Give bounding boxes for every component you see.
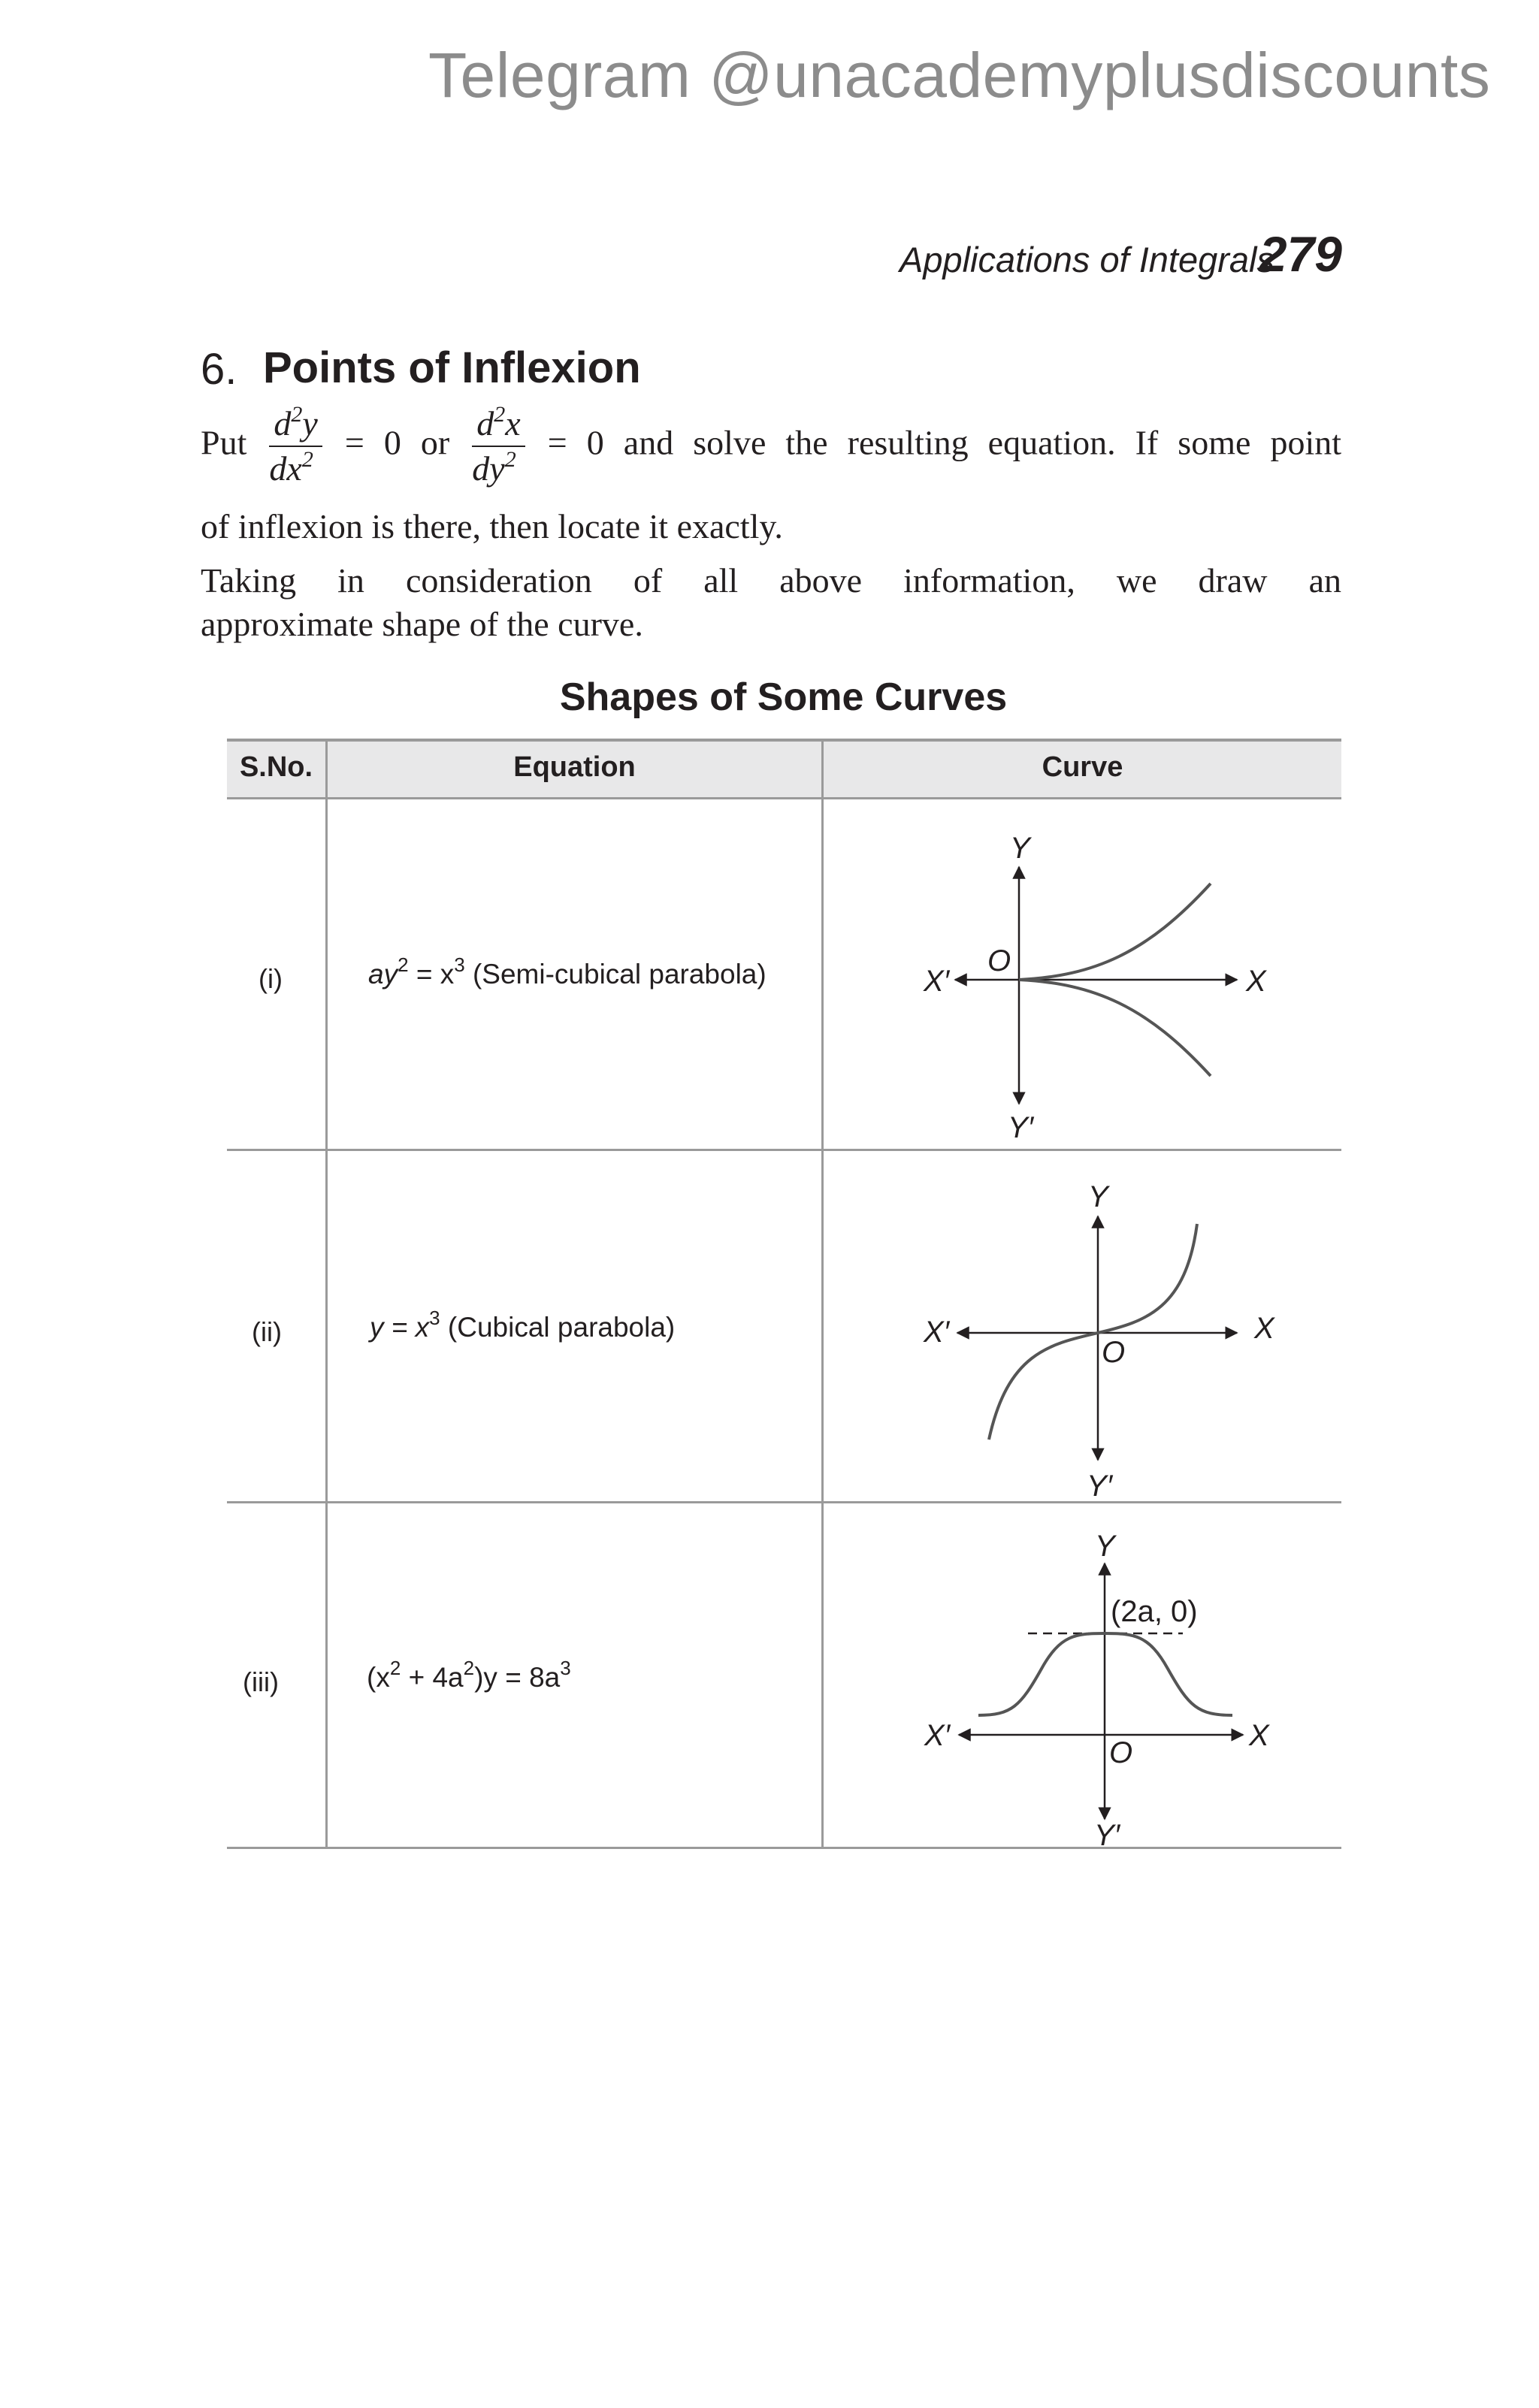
page-number: 279 (1259, 226, 1342, 282)
row-1-label-x-neg: X′ (924, 965, 950, 998)
row-1-curve-graph (824, 799, 1341, 1149)
paragraph-2-line-2: approximate shape of the curve. (201, 605, 643, 643)
row-3-curve-graph (824, 1503, 1341, 1847)
paragraph-1-line-2: of inflexion is there, then locate it exactly. (201, 507, 783, 545)
row-2-label-x-neg: X′ (924, 1316, 950, 1349)
table-top-rule (227, 739, 1341, 742)
put-text: Put (201, 423, 247, 462)
row-2-equation: $y = x^3$ (Cubical parabola) (370, 1307, 676, 1343)
row-1-label-x: X (1246, 965, 1266, 998)
section-title: Points of Inflexion (263, 343, 641, 392)
row-1-curve-upper (1019, 884, 1211, 980)
row-3-label-point: (2a, 0) (1111, 1595, 1198, 1628)
section-number: 6. (201, 345, 237, 394)
row-1-curve-lower (1019, 980, 1211, 1076)
row-2-sno: (ii) (252, 1316, 282, 1347)
row-2-curve (989, 1224, 1197, 1440)
row-3-label-x: X (1249, 1719, 1269, 1752)
running-title: Applications of Integrals (899, 240, 1274, 279)
row-1-label-y: Y (1010, 832, 1030, 865)
fraction-d2x-dy2: $\frac{d^2x}{dy^2}$ (472, 402, 525, 491)
line1-rest: = 0 and solve the resulting equation. If some point (547, 423, 1342, 462)
row-3-label-y: Y (1095, 1530, 1115, 1563)
row-1-equation: $ay^2 = x^3$ (Semi-cubical parabola) (368, 953, 766, 989)
header-curve: Curve (1042, 751, 1123, 783)
row-3-label-y-neg: Y′ (1094, 1819, 1120, 1847)
table-col-divider-1 (325, 740, 328, 1848)
row-1-label-y-neg: Y′ (1008, 1111, 1034, 1144)
header-equation: Equation (513, 751, 636, 783)
row-1-sno: (i) (259, 963, 283, 994)
paragraph-1-line-1 (201, 402, 1341, 491)
row-2-label-y: Y (1088, 1180, 1108, 1213)
table-bottom-rule (227, 1847, 1341, 1849)
row-2-curve-graph (824, 1150, 1341, 1501)
row-2-label-x: X (1254, 1312, 1274, 1345)
watermark-text: Telegram @unacademyplusdiscounts (428, 40, 1491, 110)
row-2-label-y-neg: Y′ (1087, 1470, 1113, 1501)
fraction-d2y-dx2: $\frac{d^2y}{dx^2}$ (269, 402, 322, 491)
row-3-label-origin: O (1109, 1736, 1133, 1769)
equals-zero-or: = 0 or (344, 423, 450, 462)
table-title: Shapes of Some Curves (559, 675, 1008, 719)
paragraph-2-line-1: Taking in consideration of all above information, we draw an (201, 561, 1341, 600)
header-sno: S.No. (239, 751, 313, 783)
row-3-label-x-neg: X′ (924, 1719, 951, 1752)
row-1-label-origin: O (987, 944, 1011, 977)
row-3-equation: $(x^2 + 4a^2)y = 8a^3$ (367, 1657, 571, 1693)
row-2-label-origin: O (1102, 1336, 1126, 1369)
row-3-sno: (iii) (243, 1666, 279, 1697)
